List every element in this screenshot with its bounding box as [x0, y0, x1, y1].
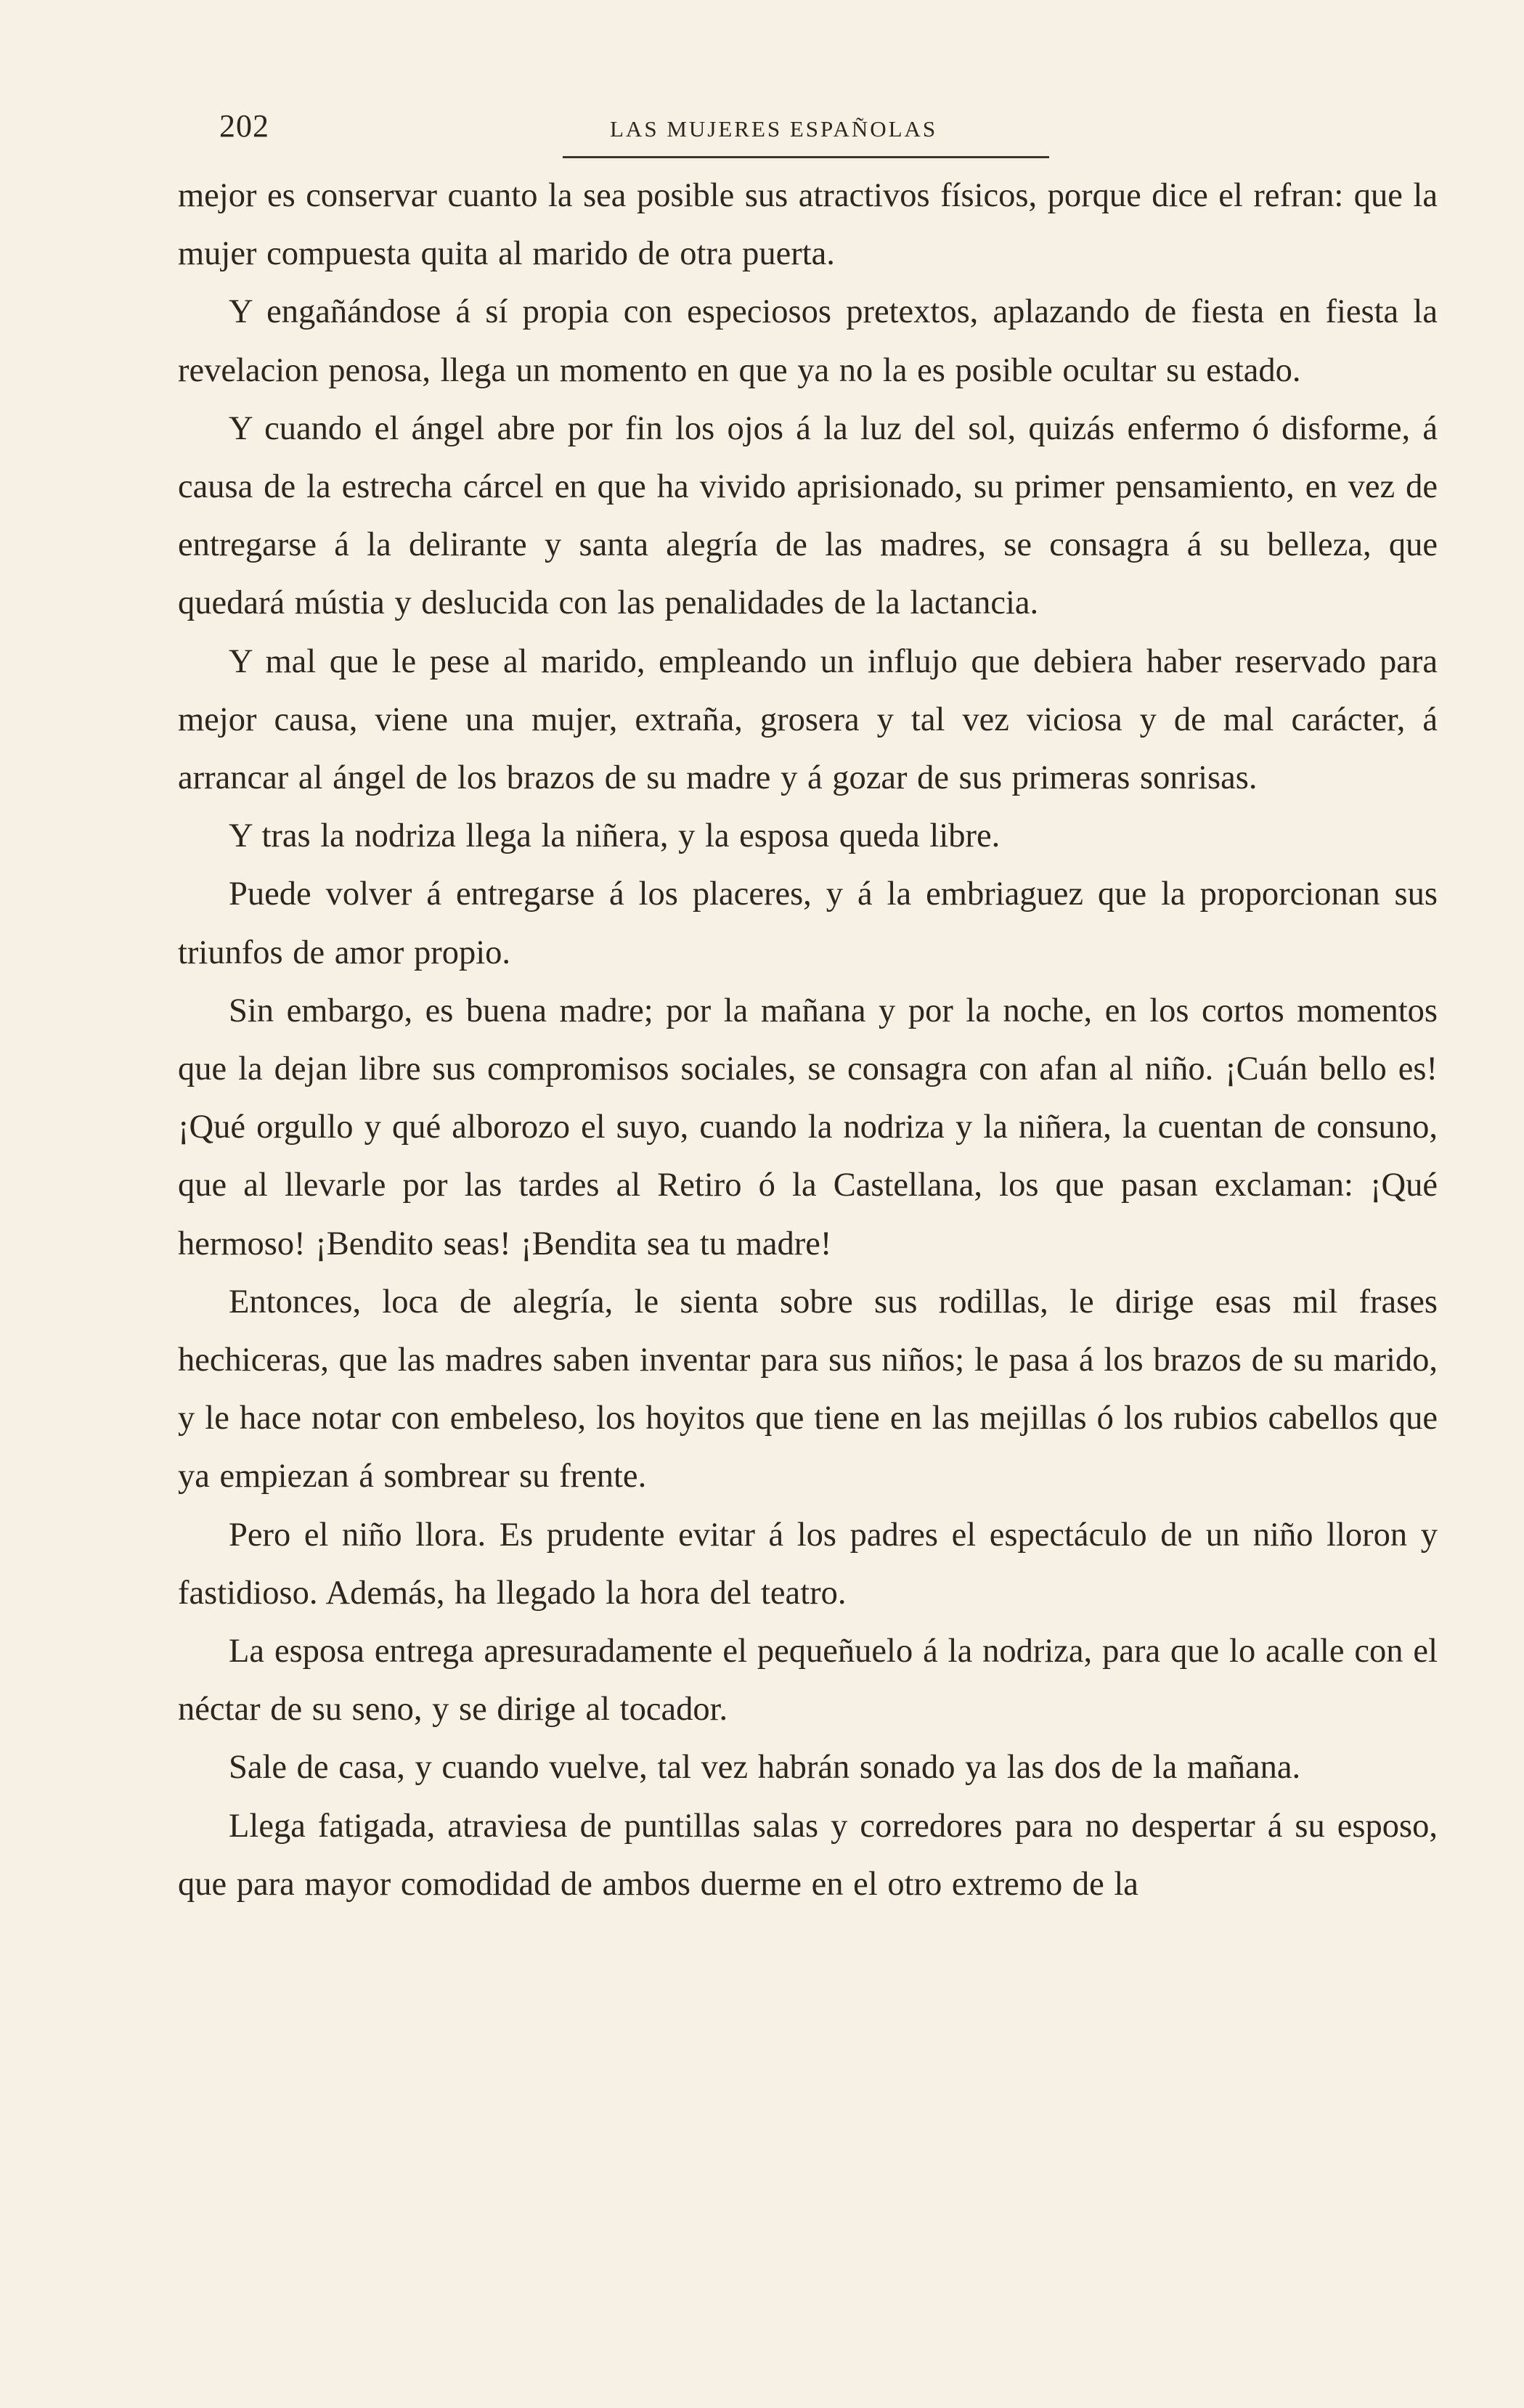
paragraph: La esposa entrega apresuradamente el pequeñuelo á la nodriza, para que lo acalle con el néctar de su seno, y se dirige al tocador. — [178, 1633, 1438, 1729]
header-rule — [563, 156, 1049, 158]
paragraph: Y mal que le pese al marido, empleando un influjo que debiera haber reservado para mejor causa, viene una mujer, extraña, grosera y tal vez viciosa y de mal carácter, á arrancar al ángel de los brazos de su madre y á gozar de sus primeras sonrisas. — [178, 642, 1438, 797]
paragraph: Y cuando el ángel abre por fin los ojos á la luz del sol, quizás enfermo ó disforme, á causa de la estrecha cárcel en que ha vivido aprisionado, su primer pensamiento, en vez de entregarse á la delirante y santa alegría de las madres, se consagra á su belleza, que quedará mústia y deslucida con las penalidades de la lactancia. — [178, 409, 1438, 622]
page-number: 202 — [219, 108, 269, 144]
paragraph: Y tras la nodriza llega la niñera, y la esposa queda libre. — [229, 817, 1001, 855]
paragraph: Llega fatigada, atraviesa de puntillas salas y corredores para no despertar á su esposo, que para mayor comodidad de ambos duerme en el otro extremo de la — [178, 1807, 1438, 1903]
paragraph: Sale de casa, y cuando vuelve, tal vez habrán sonado ya las dos de la mañana. — [229, 1749, 1301, 1787]
paragraph: Sin embargo, es buena madre; por la mañana y por la noche, en los cortos momentos que la dejan libre sus compromisos sociales, se consagra con afan al niño. ¡Cuán bello es! ¡Qué orgullo y qué alborozo el suyo, cuando la nodriza y la niñera, la cuentan de consuno, que al llevarle por las tardes al Retiro ó la Castellana, los que pasan exclaman: ¡Qué hermoso! ¡Bendito seas! ¡Bendita sea tu madre! — [178, 992, 1438, 1262]
paragraph: Pero el niño llora. Es prudente evitar á los padres el espectáculo de un niño lloron y fastidioso. Además, ha llegado la hora del teatro. — [178, 1516, 1438, 1612]
body-text — [178, 167, 1438, 1914]
paragraph: mejor es conservar cuanto la sea posible sus atractivos físicos, porque dice el refran: que la mujer compuesta quita al marido de otra puerta. — [178, 177, 1438, 273]
running-title: LAS MUJERES ESPAÑOLAS — [610, 116, 938, 142]
paragraph: Entonces, loca de alegría, le sienta sobre sus rodillas, le dirige esas mil frases hechiceras, que las madres saben inventar para sus niños; le pasa á los brazos de su marido, y le hace notar con embeleso, los hoyitos que tiene en las mejillas ó los rubios cabellos que ya empiezan á sombrear su frente. — [178, 1283, 1438, 1495]
paragraph: Y engañándose á sí propia con especiosos pretextos, aplazando de fiesta en fiesta la revelacion penosa, llega un momento en que ya no la es posible ocultar su estado. — [178, 293, 1438, 389]
paragraph: Puede volver á entregarse á los placeres, y á la embriaguez que la proporcionan sus triunfos de amor propio. — [178, 876, 1438, 971]
